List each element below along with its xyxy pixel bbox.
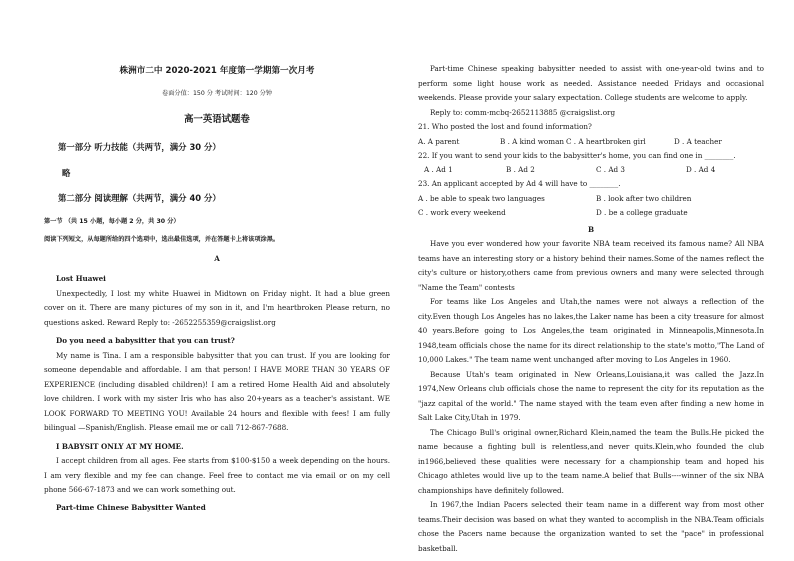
part1-title: 第一部分 听力技能（共两节，满分 30 分）: [58, 142, 221, 153]
question-stem: 21. Who posted the lost and found information?: [418, 122, 592, 131]
option-c: C . Ad 3: [596, 165, 626, 174]
left-column: [44, 56, 390, 515]
passage-b-label: B: [587, 224, 595, 234]
ad3-title: Part-time Chinese Babysitter Wanted: [56, 502, 206, 512]
question-stem: 22. If you want to send your kids to the babysitter's home, you can find one in ________.: [418, 150, 736, 160]
lost-body: Unexpectedly, I lost my white Huawei in Midtown on Friday night. It had a blue green cover on it. There are many pictures of my son in it, and I'm heartbroken Please return, no questions asked. Reward Reply to: -2652255359@craigslist.org: [44, 288, 390, 327]
option-c: C . A heartbroken girl: [566, 136, 646, 146]
ad2-title: I BABYSIT ONLY AT MY HOME.: [56, 441, 184, 451]
b-paragraph-2: For teams like Los Angeles and Utah,the names were not always a reflection of the city.Even though Los Angeles has no lakes,the Laker name has been a city treasure for almost 40 years.Before going to Los Angeles,the team originated in Minneapolis,Minnesota.In 1948,team officials chose the name for its direct relationship to the state's motto,"The Land of 10,000 Lakes." The team name went unchanged after moving to Los Angeles in 1960.: [418, 297, 764, 364]
instructions: 阅读下列短文，从每题所给的四个选项中，选出最佳选项，并在答题卡上将该项涂黑。: [44, 235, 280, 243]
option-d: D . be a college graduate: [596, 207, 688, 217]
b-paragraph-3: Because Utah's team originated in New Orleans,Louisiana,it was called the Jazz.In 1974,New Orleans club officials chose the name to represent the city for its reputation as the "jazz capital of the world." The name stayed with the team even after finding a new home in Salt Lake City,Utah in 1979.: [418, 369, 764, 422]
option-a: A. A parent: [418, 136, 460, 146]
exam-title: 株洲市二中 2020-2021 年度第一学期第一次月考: [119, 66, 315, 76]
option-b: B . look after two children: [596, 193, 692, 203]
right-column: [418, 62, 764, 556]
ad3-body: Part-time Chinese speaking babysitter needed to assist with one-year-old twins and to perform some light house work as needed. Assistance needed Fridays and occasional weekends. Please provide your salary expectation. College students are welcome to apply.: [418, 64, 764, 102]
ad1-body: My name is Tina. I am a responsible babysitter that you can trust. If you are looking for someone dependable and affordable. I am that person! I HAVE MORE THAN 30 YEARS OF EXPERIENCE (including disabled children)! I am a retired Home Health Aid and absolutely love children. I work with my sister Iris who has also 20+years as a teacher's assistant. WE LOOK FORWARD TO MEETING YOU! Available 24 hours and flexible with fees! I am fully bilingual —Spanish/English. Please email me or call 712-867-7688.: [44, 350, 390, 433]
ad3-reply: Reply to: comm-mcbq-2652113885 @craigslist.org: [430, 107, 616, 117]
section1-label: 第一节 （共 15 小题，每小题 2 分，共 30 分）: [44, 217, 180, 225]
b-paragraph-4: The Chicago Bull's original owner,Richard Klein,named the team the Bulls.He picked the name because a fighting bull is relentless,and never quits.Klein,who founded the club in1966,believed these qualities were necessary for a championship team and hoped his Chicago athletes would live up to the team name.A belief that Bulls----winner of the six NBA championships have definitely followed.: [418, 427, 764, 495]
question-21: [418, 120, 764, 149]
part1-body: 略: [62, 167, 71, 178]
option-b: B . Ad 2: [506, 165, 535, 174]
option-d: D . Ad 4: [686, 165, 716, 174]
question-stem: 23. An applicant accepted by Ad 4 will have to ________.: [418, 179, 621, 188]
b-paragraph-5: In 1967,the Indian Pacers selected their team name in a different way from most other teams.Their decision was based on what they wanted to accomplish in the NBA.Team officials chose the Pacers name because the organization wanted to set the "pace" in professional basketball.: [418, 500, 764, 553]
ad2-body: I accept children from all ages. Fee starts from $100-$150 a week depending on the hours. I am very flexible and my fee can change. Feel free to contact me via email or on my cell phone 566-67-1873 and we can work something out.: [44, 456, 390, 495]
option-b: B . A kind woman: [500, 136, 564, 146]
lost-title: Lost Huawei: [56, 274, 106, 284]
option-a: A . be able to speak two languages: [418, 193, 545, 203]
option-c: C . work every weekend: [418, 207, 506, 217]
option-d: D . A teacher: [674, 136, 722, 146]
option-a: A . Ad 1: [424, 165, 453, 174]
question-23: [418, 177, 764, 220]
question-22: [418, 149, 764, 178]
paper-title: 高一英语试题卷: [184, 113, 250, 125]
passage-a-label: A: [214, 253, 220, 263]
part2-title: 第二部分 阅读理解（共两节，满分 40 分）: [58, 193, 221, 204]
exam-meta: 卷面分值：150 分 考试时间：120 分钟: [162, 89, 272, 97]
ad1-title: Do you need a babysitter that you can trust?: [56, 336, 235, 346]
b-paragraph-1: Have you ever wondered how your favorite NBA team received its famous name? All NBA teams have an interesting story or a history behind their names.Some of the names reflect the city's culture or history,others came from previous owners and many were selected through "Name the Team" contests: [418, 239, 764, 292]
